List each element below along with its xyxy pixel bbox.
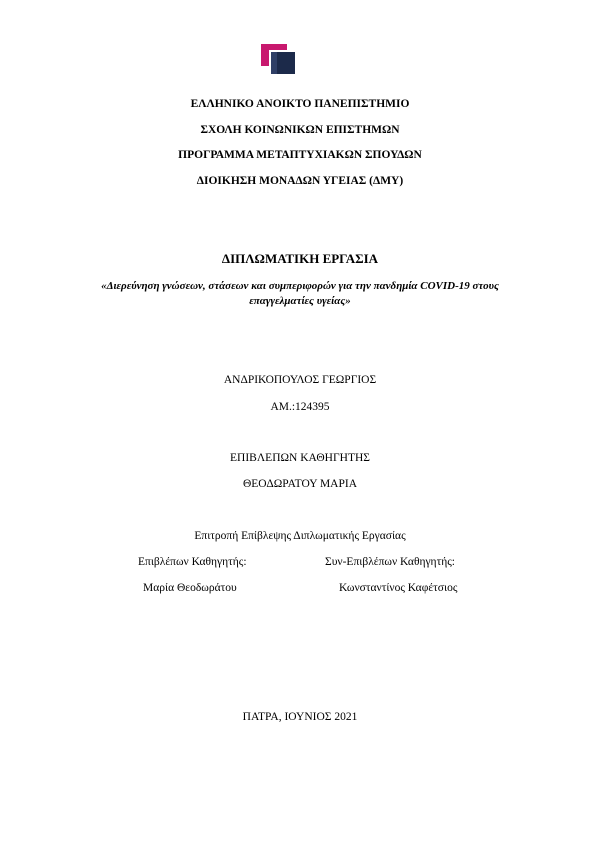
committee-right-label: Συν-Επιβλέπων Καθηγητής: (325, 556, 455, 568)
author-name: ΑΝΔΡΙΚΟΠΟΥΛΟΣ ΓΕΩΡΓΙΟΣ (223, 374, 377, 386)
committee-right-name: Κωνσταντίνος Καφέτσιος (339, 582, 458, 594)
supervisor-name: ΘΕΟΔΩΡΑΤΟΥ ΜΑΡΙΑ (242, 478, 358, 490)
thesis-type: ΔΙΠΛΩΜΑΤΙΚΗ ΕΡΓΑΣΙΑ (221, 251, 379, 266)
author-id: ΑΜ.:124395 (270, 401, 330, 413)
place-date: ΠΑΤΡΑ, ΙΟΥΝΙΟΣ 2021 (242, 711, 358, 723)
thesis-title-line-1: «Διερεύνηση γνώσεων, στάσεων και συμπεριφορών για την πανδημία COVID-19 στους (101, 280, 499, 292)
committee-heading: Επιτροπή Επίβλεψης Διπλωματικής Εργασίας (194, 530, 406, 542)
school-name: ΣΧΟΛΗ ΚΟΙΝΩΝΙΚΩΝ ΕΠΙΣΤΗΜΩΝ (200, 124, 400, 136)
thesis-title-line-2: επαγγελματίες υγείας» (249, 295, 351, 307)
specialization-name: ΔΙΟΙΚΗΣΗ ΜΟΝΑΔΩΝ ΥΓΕΙΑΣ (ΔΜΥ) (196, 175, 404, 187)
university-logo-icon (261, 44, 295, 74)
supervisor-label: ΕΠΙΒΛΕΠΩΝ ΚΑΘΗΓΗΤΗΣ (230, 452, 370, 464)
committee-left-name: Μαρία Θεοδωράτου (143, 582, 237, 594)
committee-left-label: Επιβλέπων Καθηγητής: (138, 556, 247, 568)
program-name: ΠΡΟΓΡΑΜΜΑ ΜΕΤΑΠΤΥΧΙΑΚΩΝ ΣΠΟΥΔΩΝ (178, 149, 422, 161)
university-name: ΕΛΛΗΝΙΚΟ ΑΝΟΙΚΤΟ ΠΑΝΕΠΙΣΤΗΜΙΟ (190, 98, 410, 110)
